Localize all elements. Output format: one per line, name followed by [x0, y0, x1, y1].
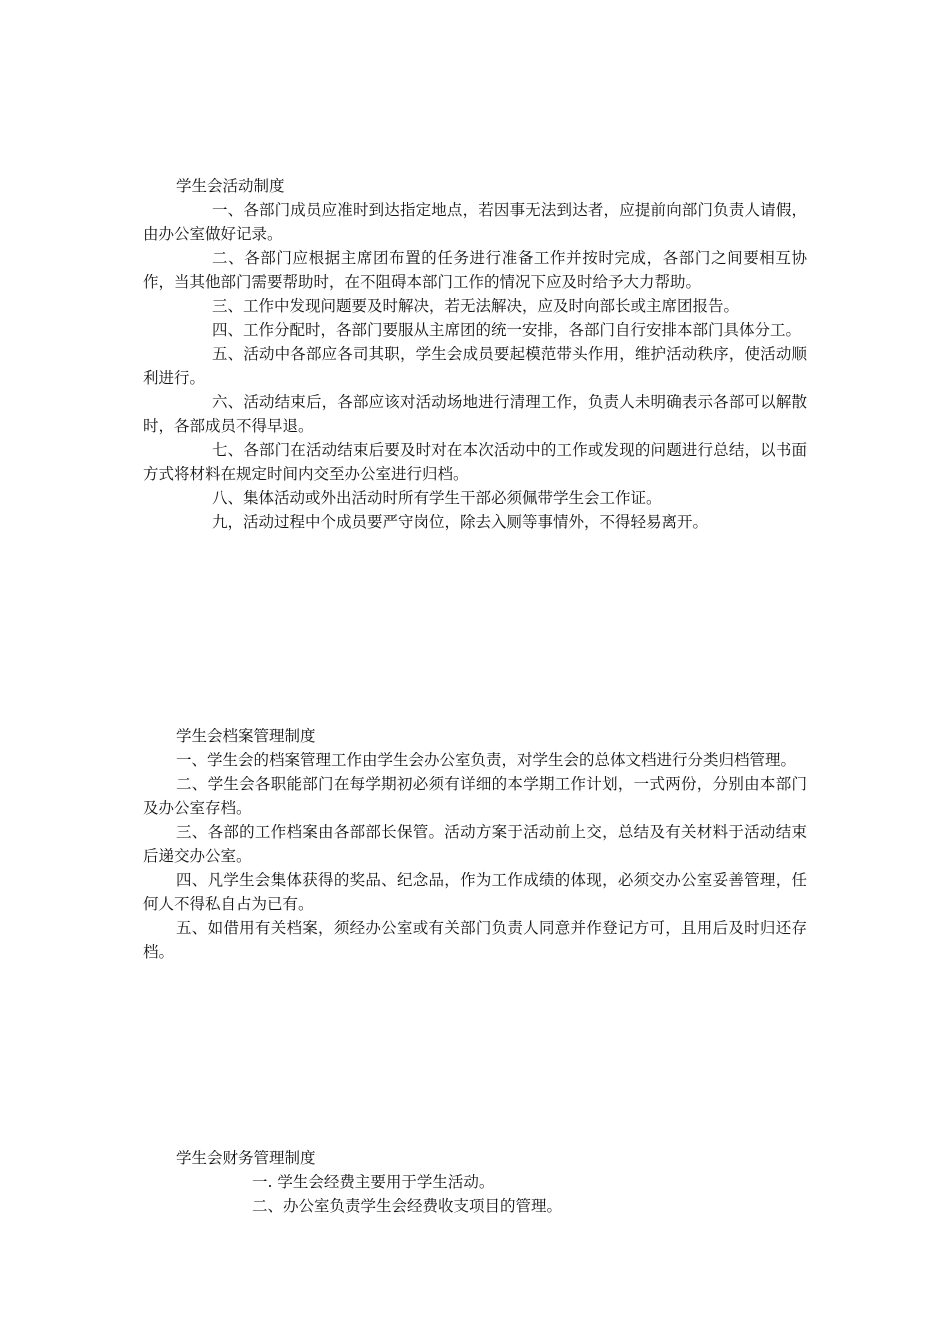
- finance-rules-section: [143, 1146, 807, 1218]
- rule-item: 九，活动过程中个成员要严守岗位，除去入厕等事情外，不得轻易离开。: [212, 513, 709, 531]
- rule-item: 三、各部的工作档案由各部部长保管。活动方案于活动前上交，总结及有关材料于活动结束后递交办公室。: [143, 823, 807, 865]
- rule-item: 三、工作中发现问题要及时解决，若无法解决，应及时向部长或主席团报告。: [212, 297, 740, 315]
- rule-item: 一. 学生会经费主要用于学生活动。: [252, 1173, 495, 1191]
- rule-item: 五、如借用有关档案，须经办公室或有关部门负责人同意并作登记方可，且用后及时归还存档。: [143, 919, 807, 961]
- rule-item: 八、集体活动或外出活动时所有学生干部必须佩带学生会工作证。: [212, 489, 662, 507]
- rule-item: 六、活动结束后，各部应该对活动场地进行清理工作，负责人未明确表示各部可以解散时，各部成员不得早退。: [143, 393, 807, 435]
- section-title: 学生会财务管理制度: [176, 1149, 316, 1167]
- rule-item: 二、学生会各职能部门在每学期初必须有详细的本学期工作计划，一式两份，分别由本部门及办公室存档。: [143, 775, 807, 817]
- rule-item: 四、凡学生会集体获得的奖品、纪念品，作为工作成绩的体现，必须交办公室妥善管理，任何人不得私自占为已有。: [143, 871, 807, 913]
- rule-item: 二、各部门应根据主席团布置的任务进行准备工作并按时完成，各部门之间要相互协作，当其他部门需要帮助时，在不阻碍本部门工作的情况下应及时给予大力帮助。: [143, 249, 807, 291]
- archive-rules-section: [143, 724, 807, 964]
- rule-item: 一、学生会的档案管理工作由学生会办公室负责，对学生会的总体文档进行分类归档管理。: [176, 751, 797, 769]
- rule-item: 七、各部门在活动结束后要及时对在本次活动中的工作或发现的问题进行总结，以书面方式将材料在规定时间内交至办公室进行归档。: [143, 441, 807, 483]
- rule-item: 五、活动中各部应各司其职，学生会成员要起模范带头作用，维护活动秩序，使活动顺利进行。: [143, 345, 807, 387]
- rule-item: 一、各部门成员应准时到达指定地点，若因事无法到达者，应提前向部门负责人请假，由办公室做好记录。: [143, 201, 807, 243]
- section-title: 学生会档案管理制度: [176, 727, 316, 745]
- rule-item: 二、办公室负责学生会经费收支项目的管理。: [252, 1197, 563, 1215]
- rule-item: 四、工作分配时，各部门要服从主席团的统一安排，各部门自行安排本部门具体分工。: [212, 321, 802, 339]
- section-title: 学生会活动制度: [176, 177, 285, 195]
- activity-rules-section: [143, 174, 807, 534]
